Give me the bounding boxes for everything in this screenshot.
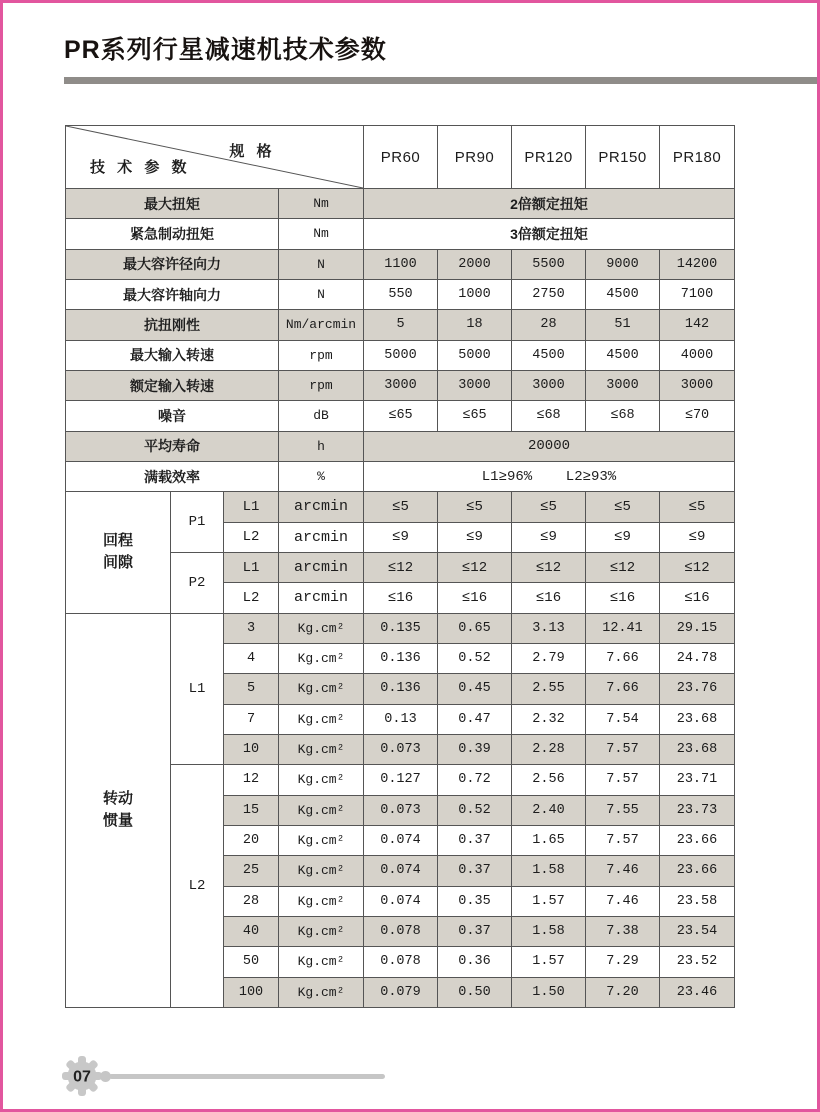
inertia-value: 0.52 — [438, 643, 512, 673]
row-span-value: 2倍额定扭矩 — [364, 189, 735, 219]
inertia-value: 23.71 — [660, 765, 735, 795]
inertia-label: 转动 惯量 — [66, 613, 171, 1007]
ratio-cell: 12 — [224, 765, 279, 795]
footer-rule-line — [109, 1074, 385, 1079]
inertia-value: 0.13 — [364, 704, 438, 734]
row-label: 最大容许径向力 — [66, 249, 279, 279]
inertia-value: 2.40 — [512, 795, 586, 825]
inertia-unit: Kg.cm² — [279, 977, 364, 1007]
row-value: 3000 — [364, 370, 438, 400]
inertia-unit: Kg.cm² — [279, 643, 364, 673]
inertia-value: 7.66 — [586, 643, 660, 673]
inertia-value: 0.65 — [438, 613, 512, 643]
backlash-value: ≤9 — [512, 522, 586, 552]
backlash-value: ≤12 — [438, 552, 512, 582]
inertia-value: 0.078 — [364, 916, 438, 946]
inertia-value: 0.074 — [364, 856, 438, 886]
row-value: 1100 — [364, 249, 438, 279]
row-value: 7100 — [660, 279, 735, 309]
inertia-unit: Kg.cm² — [279, 674, 364, 704]
row-label: 满载效率 — [66, 461, 279, 491]
ratio-cell: 40 — [224, 916, 279, 946]
row-value: 14200 — [660, 249, 735, 279]
table-row — [66, 401, 735, 431]
row-label: 最大容许轴向力 — [66, 279, 279, 309]
row-value: ≤65 — [364, 401, 438, 431]
row-value: 4500 — [512, 340, 586, 370]
row-value: 142 — [660, 310, 735, 340]
backlash-label: 回程 间隙 — [66, 492, 171, 613]
inertia-value: 0.074 — [364, 825, 438, 855]
inertia-value: 0.079 — [364, 977, 438, 1007]
row-value: 9000 — [586, 249, 660, 279]
backlash-value: ≤9 — [364, 522, 438, 552]
inertia-value: 0.35 — [438, 886, 512, 916]
backlash-value: ≤12 — [364, 552, 438, 582]
row-unit: Nm — [279, 189, 364, 219]
inertia-value: 0.37 — [438, 825, 512, 855]
gear-page-icon — [59, 1053, 105, 1099]
inertia-value: 23.76 — [660, 674, 735, 704]
row-unit: rpm — [279, 340, 364, 370]
ratio-cell: 28 — [224, 886, 279, 916]
inertia-value: 0.37 — [438, 916, 512, 946]
row-label: 紧急制动扭矩 — [66, 219, 279, 249]
ratio-cell: 3 — [224, 613, 279, 643]
row-value: 5000 — [438, 340, 512, 370]
model-header: PR150 — [586, 126, 660, 189]
inertia-value: 7.46 — [586, 886, 660, 916]
row-label: 最大扭矩 — [66, 189, 279, 219]
row-unit: rpm — [279, 370, 364, 400]
ratio-cell: 7 — [224, 704, 279, 734]
model-header: PR60 — [364, 126, 438, 189]
page-number: 07 — [73, 1068, 91, 1086]
inertia-value: 1.65 — [512, 825, 586, 855]
spec-table-body — [66, 189, 735, 1008]
inertia-value: 23.68 — [660, 734, 735, 764]
inertia-unit: Kg.cm² — [279, 886, 364, 916]
inertia-value: 0.073 — [364, 795, 438, 825]
page-title: PR系列行星减速机技术参数 — [64, 36, 387, 64]
grade-label: P2 — [171, 552, 224, 613]
inertia-value: 7.55 — [586, 795, 660, 825]
row-value: 4000 — [660, 340, 735, 370]
model-header: PR180 — [660, 126, 735, 189]
row-label: 平均寿命 — [66, 431, 279, 461]
inertia-value: 7.20 — [586, 977, 660, 1007]
ratio-cell: 5 — [224, 674, 279, 704]
inertia-value: 0.50 — [438, 977, 512, 1007]
backlash-value: ≤9 — [586, 522, 660, 552]
table-row — [66, 189, 735, 219]
model-header: PR90 — [438, 126, 512, 189]
table-row — [66, 492, 735, 522]
row-value: 550 — [364, 279, 438, 309]
stage-label: L1 — [224, 552, 279, 582]
backlash-value: ≤9 — [660, 522, 735, 552]
row-value: 2750 — [512, 279, 586, 309]
inertia-value: 7.57 — [586, 734, 660, 764]
row-unit: Nm — [279, 219, 364, 249]
backlash-value: ≤16 — [512, 583, 586, 613]
inertia-value: 0.078 — [364, 947, 438, 977]
inertia-value: 7.29 — [586, 947, 660, 977]
inertia-value: 7.66 — [586, 674, 660, 704]
inertia-unit: Kg.cm² — [279, 613, 364, 643]
ratio-cell: 15 — [224, 795, 279, 825]
inertia-unit: Kg.cm² — [279, 947, 364, 977]
inertia-value: 1.50 — [512, 977, 586, 1007]
row-value: 51 — [586, 310, 660, 340]
inertia-value: 0.36 — [438, 947, 512, 977]
inertia-value: 2.55 — [512, 674, 586, 704]
inertia-value: 0.073 — [364, 734, 438, 764]
row-value: 3000 — [438, 370, 512, 400]
header-param-label: 技 术 参 数 — [90, 159, 191, 176]
inertia-value: 7.54 — [586, 704, 660, 734]
ratio-cell: 20 — [224, 825, 279, 855]
inertia-value: 23.58 — [660, 886, 735, 916]
row-value: 4500 — [586, 279, 660, 309]
table-row — [66, 279, 735, 309]
row-value: ≤68 — [586, 401, 660, 431]
inertia-value: 7.57 — [586, 825, 660, 855]
inertia-value: 0.136 — [364, 674, 438, 704]
row-value: ≤68 — [512, 401, 586, 431]
inertia-unit: Kg.cm² — [279, 795, 364, 825]
inertia-value: 24.78 — [660, 643, 735, 673]
backlash-value: ≤5 — [660, 492, 735, 522]
stage-group-label: L2 — [171, 765, 224, 1008]
inertia-value: 23.46 — [660, 977, 735, 1007]
table-row — [66, 461, 735, 491]
stage-label: L2 — [224, 522, 279, 552]
row-value: 2000 — [438, 249, 512, 279]
row-value: 4500 — [586, 340, 660, 370]
row-unit: N — [279, 249, 364, 279]
row-value: 3000 — [660, 370, 735, 400]
table-row — [66, 219, 735, 249]
row-value: ≤65 — [438, 401, 512, 431]
row-span-value: 3倍额定扭矩 — [364, 219, 735, 249]
backlash-unit: arcmin — [279, 552, 364, 582]
backlash-unit: arcmin — [279, 522, 364, 552]
inertia-unit: Kg.cm² — [279, 765, 364, 795]
row-unit: Nm/arcmin — [279, 310, 364, 340]
inertia-value: 7.57 — [586, 765, 660, 795]
row-value: 28 — [512, 310, 586, 340]
ratio-cell: 25 — [224, 856, 279, 886]
inertia-value: 2.79 — [512, 643, 586, 673]
stage-label: L2 — [224, 583, 279, 613]
inertia-value: 0.52 — [438, 795, 512, 825]
table-row — [66, 310, 735, 340]
inertia-unit: Kg.cm² — [279, 916, 364, 946]
row-unit: N — [279, 279, 364, 309]
inertia-value: 0.72 — [438, 765, 512, 795]
inertia-value: 23.52 — [660, 947, 735, 977]
inertia-value: 29.15 — [660, 613, 735, 643]
ratio-cell: 10 — [224, 734, 279, 764]
row-unit: dB — [279, 401, 364, 431]
row-span-value: 20000 — [364, 431, 735, 461]
row-unit: h — [279, 431, 364, 461]
backlash-unit: arcmin — [279, 583, 364, 613]
inertia-value: 23.66 — [660, 856, 735, 886]
inertia-unit: Kg.cm² — [279, 704, 364, 734]
inertia-value: 23.54 — [660, 916, 735, 946]
inertia-value: 0.127 — [364, 765, 438, 795]
inertia-value: 2.56 — [512, 765, 586, 795]
row-value: 3000 — [586, 370, 660, 400]
header-row — [66, 126, 735, 189]
grade-label: P1 — [171, 492, 224, 553]
inertia-value: 1.57 — [512, 947, 586, 977]
inertia-value: 7.46 — [586, 856, 660, 886]
table-row — [66, 431, 735, 461]
inertia-value: 0.37 — [438, 856, 512, 886]
row-value: 18 — [438, 310, 512, 340]
backlash-unit: arcmin — [279, 492, 364, 522]
inertia-value: 23.68 — [660, 704, 735, 734]
inertia-value: 3.13 — [512, 613, 586, 643]
table-row — [66, 340, 735, 370]
backlash-value: ≤5 — [586, 492, 660, 522]
spec-table — [65, 125, 735, 1008]
row-label: 额定输入转速 — [66, 370, 279, 400]
row-span-value: L1≥96% L2≥93% — [364, 461, 735, 491]
row-label: 抗扭刚性 — [66, 310, 279, 340]
row-value: 1000 — [438, 279, 512, 309]
backlash-value: ≤16 — [364, 583, 438, 613]
row-value: 5000 — [364, 340, 438, 370]
inertia-value: 0.39 — [438, 734, 512, 764]
inertia-value: 1.58 — [512, 856, 586, 886]
table-row — [66, 249, 735, 279]
ratio-cell: 50 — [224, 947, 279, 977]
inertia-unit: Kg.cm² — [279, 825, 364, 855]
row-value: 3000 — [512, 370, 586, 400]
backlash-value: ≤12 — [512, 552, 586, 582]
inertia-value: 0.074 — [364, 886, 438, 916]
row-value: 5500 — [512, 249, 586, 279]
backlash-value: ≤12 — [586, 552, 660, 582]
row-value: 5 — [364, 310, 438, 340]
stage-group-label: L1 — [171, 613, 224, 765]
inertia-value: 0.135 — [364, 613, 438, 643]
ratio-cell: 100 — [224, 977, 279, 1007]
backlash-value: ≤5 — [438, 492, 512, 522]
inertia-value: 1.58 — [512, 916, 586, 946]
header-spec-label: 规 格 — [229, 143, 276, 160]
inertia-value: 1.57 — [512, 886, 586, 916]
header-corner-cell — [66, 126, 364, 189]
inertia-value: 7.38 — [586, 916, 660, 946]
inertia-value: 12.41 — [586, 613, 660, 643]
backlash-value: ≤12 — [660, 552, 735, 582]
backlash-value: ≤16 — [438, 583, 512, 613]
backlash-value: ≤5 — [364, 492, 438, 522]
table-row — [66, 613, 735, 643]
row-label: 噪音 — [66, 401, 279, 431]
inertia-value: 0.45 — [438, 674, 512, 704]
stage-label: L1 — [224, 492, 279, 522]
inertia-value: 23.66 — [660, 825, 735, 855]
model-header: PR120 — [512, 126, 586, 189]
row-unit: % — [279, 461, 364, 491]
ratio-cell: 4 — [224, 643, 279, 673]
row-label: 最大输入转速 — [66, 340, 279, 370]
inertia-value: 0.47 — [438, 704, 512, 734]
backlash-value: ≤16 — [586, 583, 660, 613]
title-accent-bar — [64, 77, 820, 84]
backlash-value: ≤9 — [438, 522, 512, 552]
inertia-value: 2.32 — [512, 704, 586, 734]
inertia-unit: Kg.cm² — [279, 734, 364, 764]
inertia-value: 2.28 — [512, 734, 586, 764]
inertia-unit: Kg.cm² — [279, 856, 364, 886]
row-value: ≤70 — [660, 401, 735, 431]
backlash-value: ≤5 — [512, 492, 586, 522]
table-row — [66, 370, 735, 400]
inertia-value: 23.73 — [660, 795, 735, 825]
inertia-value: 0.136 — [364, 643, 438, 673]
backlash-value: ≤16 — [660, 583, 735, 613]
